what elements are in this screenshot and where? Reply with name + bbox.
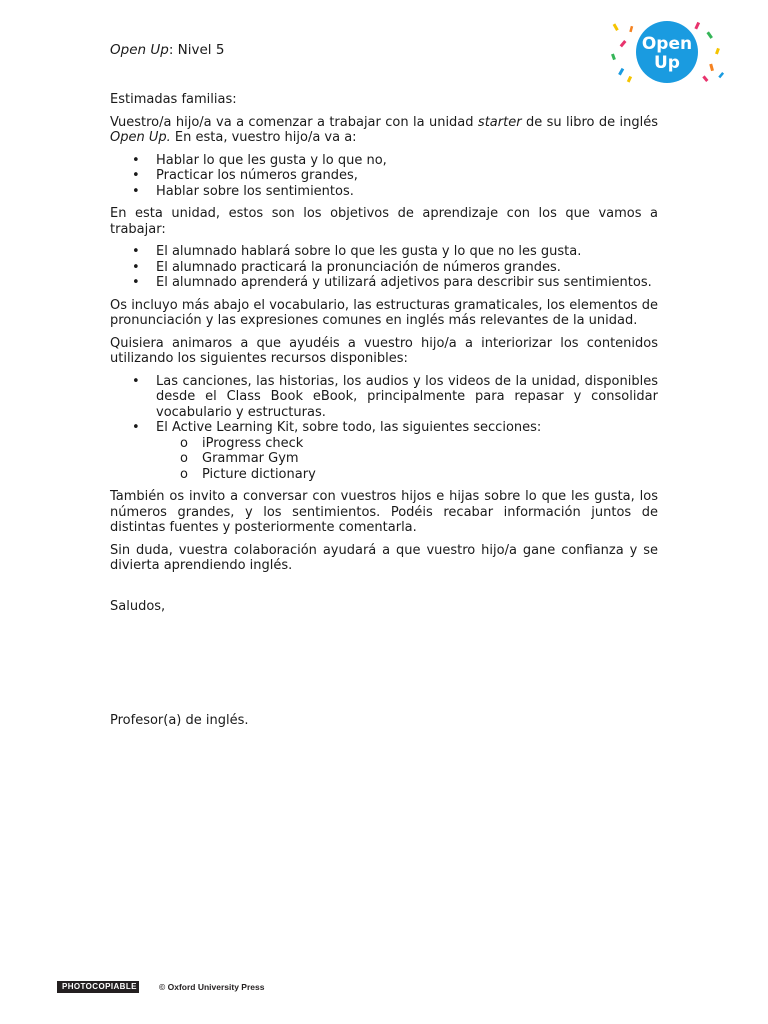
header-title-italic: Open Up bbox=[110, 42, 169, 58]
page-footer bbox=[57, 981, 264, 993]
list-item: • Las canciones, las historias, los audios y los videos de la unidad, disponibles desde el Class Book eBook, principalmente para repasar y consolidar vocabulario y estructuras. bbox=[110, 374, 658, 421]
resources-paragraph: Quisiera animaros a que ayudéis a vuestro hijo/a a interiorizar los contenidos utilizando los siguientes recursos disponibles: bbox=[110, 335, 658, 366]
sections-sublist bbox=[156, 436, 658, 483]
resources-list bbox=[110, 374, 658, 483]
logo-text-open: Open bbox=[641, 34, 693, 54]
letter-body bbox=[110, 92, 658, 736]
vocabulary-paragraph: Os incluyo más abajo el vocabulario, las estructuras gramaticales, los elementos de pronunciación y las expresiones comunes en inglés más relevantes de la unidad. bbox=[110, 297, 658, 328]
sublist-item: o Grammar Gym bbox=[156, 451, 658, 467]
list-item-label: El Active Learning Kit, sobre todo, las siguientes secciones: bbox=[156, 420, 542, 435]
photocopiable-badge: PHOTOCOPIABLE bbox=[57, 981, 139, 993]
greeting: Estimadas familias: bbox=[110, 92, 237, 107]
list-item: • El alumnado hablará sobre lo que les gusta y lo que no les gusta. bbox=[110, 244, 658, 260]
logo-text-up: Up bbox=[654, 53, 680, 73]
list-item: • Practicar los números grandes, bbox=[110, 168, 658, 184]
signature: Profesor(a) de inglés. bbox=[110, 713, 249, 728]
topics-list bbox=[110, 153, 658, 200]
objectives-paragraph: En esta unidad, estos son los objetivos de aprendizaje con los que vamos a trabajar: bbox=[110, 206, 658, 237]
copyright-notice: © Oxford University Press bbox=[159, 982, 265, 992]
conversation-paragraph: También os invito a conversar con vuestros hijos e hijas sobre lo que les gusta, los números grandes, y los sentimientos. Podéis recabar información juntos de distintas fuentes y posteriormente comentarla. bbox=[110, 489, 658, 535]
list-item: • Hablar lo que les gusta y lo que no, bbox=[110, 153, 658, 169]
list-item: • Hablar sobre los sentimientos. bbox=[110, 184, 658, 200]
intro-paragraph: Vuestro/a hijo/a va a comenzar a trabajar con la unidad starter de su libro de inglés Open Up. En esta, vuestro hijo/a va a: bbox=[110, 114, 658, 145]
closing: Saludos, bbox=[110, 598, 166, 614]
list-item: • El alumnado practicará la pronunciación de números grandes. bbox=[110, 260, 658, 276]
objectives-list bbox=[110, 244, 658, 291]
collaboration-paragraph: Sin duda, vuestra colaboración ayudará a que vuestro hijo/a gane confianza y se divierta aprendiendo inglés. bbox=[110, 542, 658, 573]
list-item bbox=[110, 420, 658, 482]
list-item: • El alumnado aprenderá y utilizará adjetivos para describir sus sentimientos. bbox=[110, 275, 658, 291]
open-up-logo bbox=[608, 18, 726, 84]
header-title-rest: : Nivel 5 bbox=[168, 42, 225, 58]
sublist-item: o Picture dictionary bbox=[156, 467, 658, 483]
document-header bbox=[110, 42, 224, 58]
sublist-item: o iProgress check bbox=[156, 436, 658, 452]
